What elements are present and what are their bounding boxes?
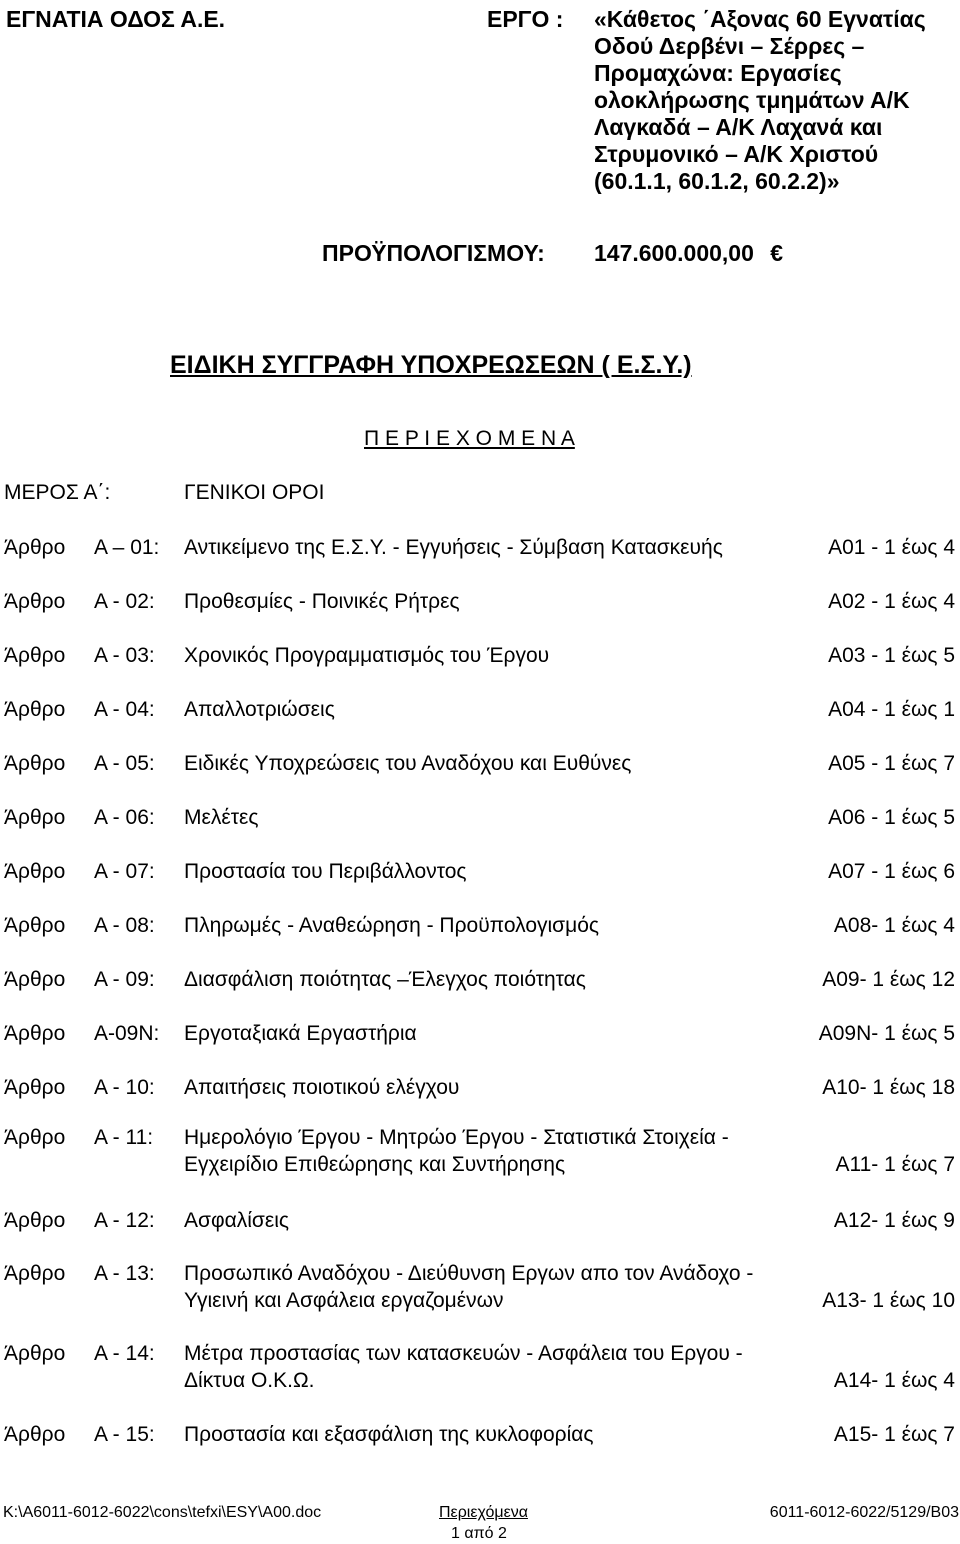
- article-number: Α - 04:: [94, 698, 155, 721]
- article-pages: Α02 - 1 έως 4: [828, 590, 955, 613]
- article-row: [0, 696, 960, 726]
- article-word: Άρθρο: [4, 644, 66, 667]
- article-title: Ειδικές Υποχρεώσεις του Αναδόχου και Ευθύνες: [184, 752, 632, 775]
- article-word: Άρθρο: [4, 914, 66, 937]
- article-title: Προσωπικό Αναδόχου - Διεύθυνση Εργων απο τον Ανάδοχο -: [184, 1262, 754, 1285]
- article-number: Α - 15:: [94, 1423, 155, 1446]
- article-number: Α - 11:: [94, 1126, 154, 1149]
- project-title: [594, 6, 926, 195]
- article-word: Άρθρο: [4, 590, 66, 613]
- budget-label: ΠΡΟΫΠΟΛΟΓΙΣΜΟΥ:: [322, 240, 545, 266]
- organization-name: ΕΓΝΑΤΙΑ ΟΔΟΣ Α.Ε.: [6, 6, 226, 32]
- project-title-line: (60.1.1, 60.1.2, 60.2.2)»: [594, 168, 840, 194]
- article-number: Α - 05:: [94, 752, 155, 775]
- article-title: Απαιτήσεις ποιοτικού ελέγχου: [184, 1076, 460, 1099]
- article-word: Άρθρο: [4, 1423, 66, 1446]
- article-row: [0, 966, 960, 996]
- article-title-line2: Δίκτυα Ο.Κ.Ω.: [184, 1369, 315, 1392]
- article-pages: Α06 - 1 έως 5: [828, 806, 955, 829]
- article-number: Α-09Ν:: [94, 1022, 160, 1045]
- article-word: Άρθρο: [4, 698, 66, 721]
- article-word: Άρθρο: [4, 752, 66, 775]
- article-row: [0, 642, 960, 672]
- document-title: ΕΙΔΙΚΗ ΣΥΓΓΡΑΦΗ ΥΠΟΧΡΕΩΣΕΩΝ ( Ε.Σ.Υ.): [170, 351, 692, 379]
- project-title-line: «Κάθετος ΄Αξονας 60 Εγνατίας: [594, 6, 926, 32]
- article-number: Α - 10:: [94, 1076, 155, 1099]
- project-title-line: ολοκλήρωσης τμημάτων Α/Κ: [594, 87, 910, 113]
- article-number: Α - 03:: [94, 644, 155, 667]
- article-row: [0, 750, 960, 780]
- article-pages: Α08- 1 έως 4: [833, 914, 955, 937]
- article-row: [0, 912, 960, 942]
- footer-page-number: 1 από 2: [451, 1525, 507, 1542]
- article-pages: Α01 - 1 έως 4: [828, 536, 955, 559]
- article-pages: Α04 - 1 έως 1: [828, 698, 955, 721]
- article-title: Διασφάλιση ποιότητας –Έλεγχος ποιότητας: [184, 968, 586, 991]
- article-word: Άρθρο: [4, 1022, 66, 1045]
- article-number: Α - 02:: [94, 590, 155, 613]
- article-title: Μελέτες: [184, 806, 259, 829]
- article-title-line2: Εγχειρίδιο Επιθεώρησης και Συντήρησης: [184, 1153, 566, 1176]
- article-title: Προστασία και εξασφάλιση της κυκλοφορίας: [184, 1423, 594, 1446]
- article-number: Α - 12:: [94, 1209, 155, 1232]
- article-word: Άρθρο: [4, 536, 66, 559]
- contents-heading: Π Ε Ρ Ι Ε Χ Ο Μ Ε Ν Α: [364, 427, 575, 450]
- article-title: Ημερολόγιο Έργου - Μητρώο Έργου - Στατιστικά Στοιχεία -: [184, 1126, 729, 1149]
- article-word: Άρθρο: [4, 968, 66, 991]
- article-row: [0, 1074, 960, 1104]
- project-title-line: Στρυμονικό – Α/Κ Χριστού: [594, 141, 879, 167]
- article-pages: Α05 - 1 έως 7: [828, 752, 955, 775]
- article-word: Άρθρο: [4, 1209, 66, 1232]
- article-pages: Α13- 1 έως 10: [822, 1289, 955, 1312]
- article-word: Άρθρο: [4, 1126, 66, 1149]
- footer-section: Περιεχόμενα: [439, 1504, 528, 1521]
- article-row: [0, 1020, 960, 1050]
- article-pages: Α10- 1 έως 18: [822, 1076, 955, 1099]
- article-title: Αντικείμενο της Ε.Σ.Υ. - Εγγυήσεις - Σύμβαση Κατασκευής: [184, 536, 723, 559]
- article-title: Απαλλοτριώσεις: [184, 698, 335, 721]
- part-label: ΜΕΡΟΣ Α΄:: [4, 481, 111, 504]
- budget-amount: 147.600.000,00: [594, 240, 754, 266]
- budget-value: [594, 240, 783, 267]
- article-row: [0, 804, 960, 834]
- article-word: Άρθρο: [4, 1262, 66, 1285]
- article-pages: Α11- 1 έως 7: [835, 1153, 955, 1176]
- article-pages: Α09- 1 έως 12: [822, 968, 955, 991]
- footer-file-path: K:\A6011-6012-6022\cons\tefxi\ESY\A00.doc: [3, 1504, 322, 1521]
- project-title-line: Οδού Δερβένι – Σέρρες –: [594, 33, 865, 59]
- article-title: Προστασία του Περιβάλλοντος: [184, 860, 467, 883]
- euro-icon: €: [770, 240, 784, 266]
- article-title: Προθεσμίες - Ποινικές Ρήτρες: [184, 590, 460, 613]
- article-pages: Α14- 1 έως 4: [833, 1369, 955, 1392]
- article-row: [0, 588, 960, 618]
- article-pages: Α03 - 1 έως 5: [828, 644, 955, 667]
- article-title: Μέτρα προστασίας των κατασκευών - Ασφάλεια του Εργου -: [184, 1342, 743, 1365]
- article-word: Άρθρο: [4, 806, 66, 829]
- article-pages: Α12- 1 έως 9: [833, 1209, 955, 1232]
- article-row: [0, 1207, 960, 1237]
- part-title: ΓΕΝΙΚΟΙ ΟΡΟΙ: [184, 481, 325, 504]
- article-number: Α - 07:: [94, 860, 155, 883]
- article-word: Άρθρο: [4, 1076, 66, 1099]
- article-title: Ασφαλίσεις: [184, 1209, 289, 1232]
- article-title-line2: Υγιεινή και Ασφάλεια εργαζομένων: [184, 1289, 504, 1312]
- article-title: Πληρωμές - Αναθεώρηση - Προϋπολογισμός: [184, 914, 600, 937]
- article-row: [0, 1260, 960, 1317]
- project-label: ΕΡΓΟ :: [487, 6, 564, 32]
- article-number: Α - 06:: [94, 806, 155, 829]
- article-word: Άρθρο: [4, 860, 66, 883]
- article-row: [0, 1340, 960, 1397]
- article-title: Εργοταξιακά Εργαστήρια: [184, 1022, 417, 1045]
- article-number: Α - 13:: [94, 1262, 155, 1285]
- article-row: [0, 1421, 960, 1451]
- project-title-line: Προμαχώνα: Εργασίες: [594, 60, 842, 86]
- article-row: [0, 858, 960, 888]
- article-pages: Α15- 1 έως 7: [833, 1423, 955, 1446]
- article-word: Άρθρο: [4, 1342, 66, 1365]
- article-pages: Α09Ν- 1 έως 5: [818, 1022, 955, 1045]
- article-title: Χρονικός Προγραμματισμός του Έργου: [184, 644, 550, 667]
- article-number: Α - 08:: [94, 914, 155, 937]
- article-row: [0, 1124, 960, 1181]
- article-number: Α - 14:: [94, 1342, 155, 1365]
- article-row: [0, 534, 960, 564]
- footer-document-code: 6011-6012-6022/5129/Β03: [769, 1504, 959, 1521]
- article-number: Α - 09:: [94, 968, 155, 991]
- article-pages: Α07 - 1 έως 6: [828, 860, 955, 883]
- article-number: Α – 01:: [94, 536, 160, 559]
- project-title-line: Λαγκαδά – Α/Κ Λαχανά και: [594, 114, 883, 140]
